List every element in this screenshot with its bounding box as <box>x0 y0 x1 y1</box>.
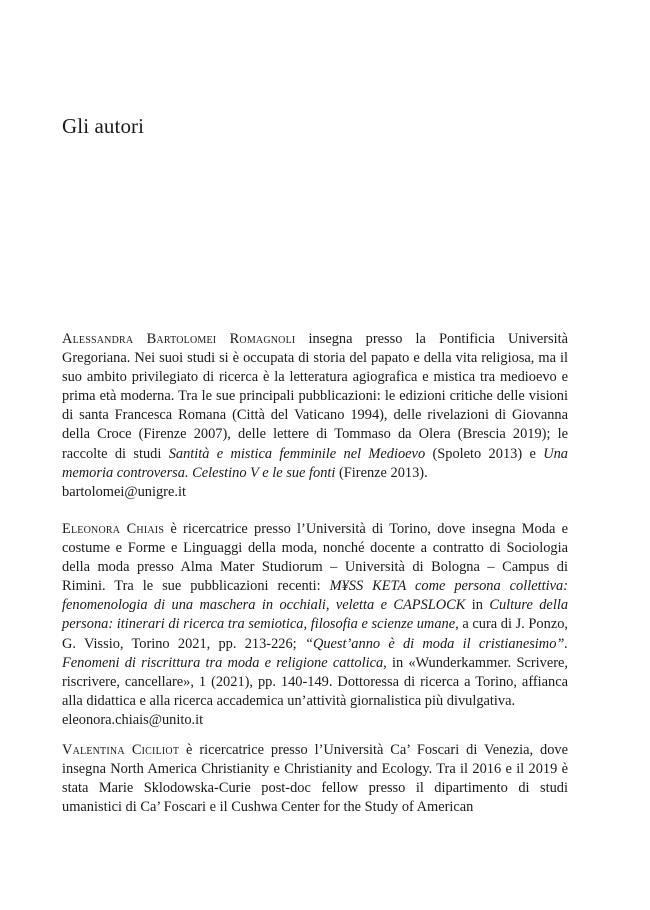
author-name: Valentina Ciciliot <box>62 742 180 758</box>
bio-text: insegna presso la Pontificia Università Gregoriana. Nei suoi studi si è occupata di storia del papato e della vita religiosa, ma il suo ambito privilegiato di ricerca è la letteratura agiografica e mistica tra medioevo e prima età moderna. Tra le sue principali pubblicazioni: le edizioni critiche delle visioni di santa Francesca Romana (Città del Vaticano 1994), delle rivelazioni di Giovanna della Croce (Firenze 2007), delle lettere di Tommaso da Olera (Brescia 2019); le raccolte di studi <box>62 331 568 462</box>
author-email: eleonora.chiais@unito.it <box>62 711 204 728</box>
bio-text: è ricercatrice presso l’Università di Torino, dove insegna Moda e costume e Forme e Linguaggi della moda, nonché docente a contratto di Sociologia della moda presso Alma Mater Studiorum – Università di Bologna – Campus di Rimini. Tra le sue pubblicazioni recenti: <box>62 521 568 595</box>
bio-text: , in «Wunderkammer. Scrivere, riscrivere, cancellare», 1 (2021), pp. 140-149. Dottoressa di ricerca a Torino, affianca alla didattica e alla ricerca accademica un’attività giornalistica più divulgativa. <box>62 654 568 709</box>
author-name: Alessandra Bartolomei Romagnoli <box>62 331 296 347</box>
author-bio-bartolomei-romagnoli <box>62 330 568 502</box>
bio-text: è ricercatrice presso l’Università Ca’ Foscari di Venezia, dove insegna North America Christianity e Christianity and Ecology. Tra il 2016 e il 2019 è stata Marie Sklodowska-Curie post-doc fellow presso il dipartimento di studi umanistici di Ca’ Foscari e il Cushwa Center for the Study of American <box>62 742 568 816</box>
bio-text: , a cura di J. Ponzo, G. Vissio, Torino 2021, pp. 213-226; <box>62 616 569 652</box>
page-title: Gli autori <box>62 114 145 138</box>
bio-paragraph <box>62 741 568 817</box>
bio-text: (Spoleto 2013) e <box>425 445 544 462</box>
author-bio-ciciliot <box>62 741 568 817</box>
article-title: “Quest’anno è di moda il cristianesimo”. Fenomeni di riscrittura tra moda e religione cattolica <box>62 635 568 671</box>
author-bio-chiais <box>62 520 568 730</box>
bio-paragraph <box>62 330 568 502</box>
bio-text: (Firenze 2013). <box>335 464 428 481</box>
article-title: M¥SS KETA come persona collettiva: fenomenologia di una maschera in occhiali, veletta e CAPSLOCK <box>62 578 568 614</box>
bio-paragraph <box>62 520 568 730</box>
book-title: Culture della persona: itinerari di ricerca tra semiotica, filosofia e scienze umane <box>62 597 569 633</box>
book-title: Santità e mistica femminile nel Medioevo <box>168 445 426 462</box>
book-title: Una memoria controversa. Celestino V e le sue fonti <box>62 445 568 481</box>
author-email: bartolomei@unigre.it <box>62 483 186 500</box>
bio-text: in <box>465 597 490 614</box>
author-name: Eleonora Chiais <box>62 521 165 537</box>
